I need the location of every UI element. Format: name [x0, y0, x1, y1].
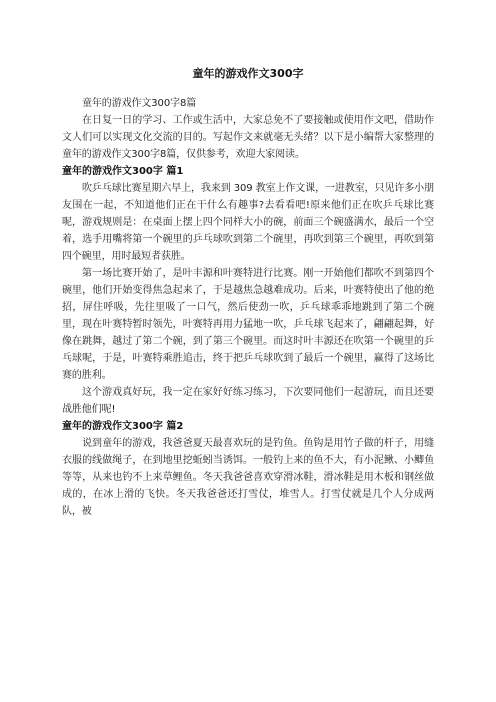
- section-heading: 童年的游戏作文300字 篇1: [62, 166, 184, 177]
- section-heading: 童年的游戏作文300字 篇2: [62, 421, 184, 432]
- section-paragraph: 吹乒乓球比赛星期六早上，我来到 309 教室上作文课，一进教室，只见许多小朋友围在一起，不知道他们正在干什么有趣事?去看看吧!原来他们正在吹乒乓球比赛呢，游戏规则是：在桌面上摆上四个同样大小的碗，前面三个碗盛满水，最后一个空着，选手用嘴将第一个碗里的乒乓球吹到第二个碗里，再吹到第三个碗里，再吹到第四个碗里，用时最短者获胜。: [62, 183, 434, 262]
- section-paragraph: 说到童年的游戏，我爸爸夏天最喜欢玩的是钓鱼。鱼钩是用竹子做的杆子，用缝衣服的线做绳子，在到地里挖蚯蚓当诱饵。一般钓上来的鱼不大，有小泥鳅、小鲫鱼等等，从来也钓不上来草鲤鱼。冬天我爸爸喜欢穿滑冰鞋，滑冰鞋是用木板和钢丝做成的，在冰上滑的飞快。冬天我爸爸还打雪仗，堆雪人。打雪仗就是几个人分成两队，被: [62, 438, 434, 517]
- section-paragraph: 第一场比赛开始了，是叶丰源和叶赛特进行比赛。刚一开始他们都吹不到第四个碗里，他们开始变得焦急起来了，于是越焦急越难成功。后来，叶赛特使出了他的绝招，屏住呼吸，先往里吸了一口气，然后使劲一吹，乒乓球乖乖地跳到了第二个碗里，现在叶赛特暂时领先，叶赛特再用力猛地一吹，乒乓球飞起来了，翩翩起舞，好像在跳舞，越过了第二个碗，到了第三个碗里。而这时叶丰源还在吹第一个碗里的乒乓球呢，于是，叶赛特乘胜追击，终于把乒乓球吹到了最后一个碗里，赢得了这场比赛的胜利。: [62, 268, 434, 381]
- document-title: 童年的游戏作文300字: [192, 67, 304, 80]
- section-paragraph: 这个游戏真好玩，我一定在家好好练习练习，下次要同他们一起游玩，而且还要战胜他们呢!: [62, 387, 434, 415]
- section-2: [62, 418, 434, 520]
- intro-paragraph: 在日复一日的学习、工作或生活中，大家总免不了要接触或使用作文吧，借助作文人们可以实现文化交流的目的。写起作文来就毫无头绪？以下是小编帮大家整理的童年的游戏作文300字8篇，仅供参考，欢迎大家阅读。: [62, 115, 434, 160]
- section-1: [62, 163, 434, 418]
- document-subtitle: 童年的游戏作文300字8篇: [82, 98, 197, 109]
